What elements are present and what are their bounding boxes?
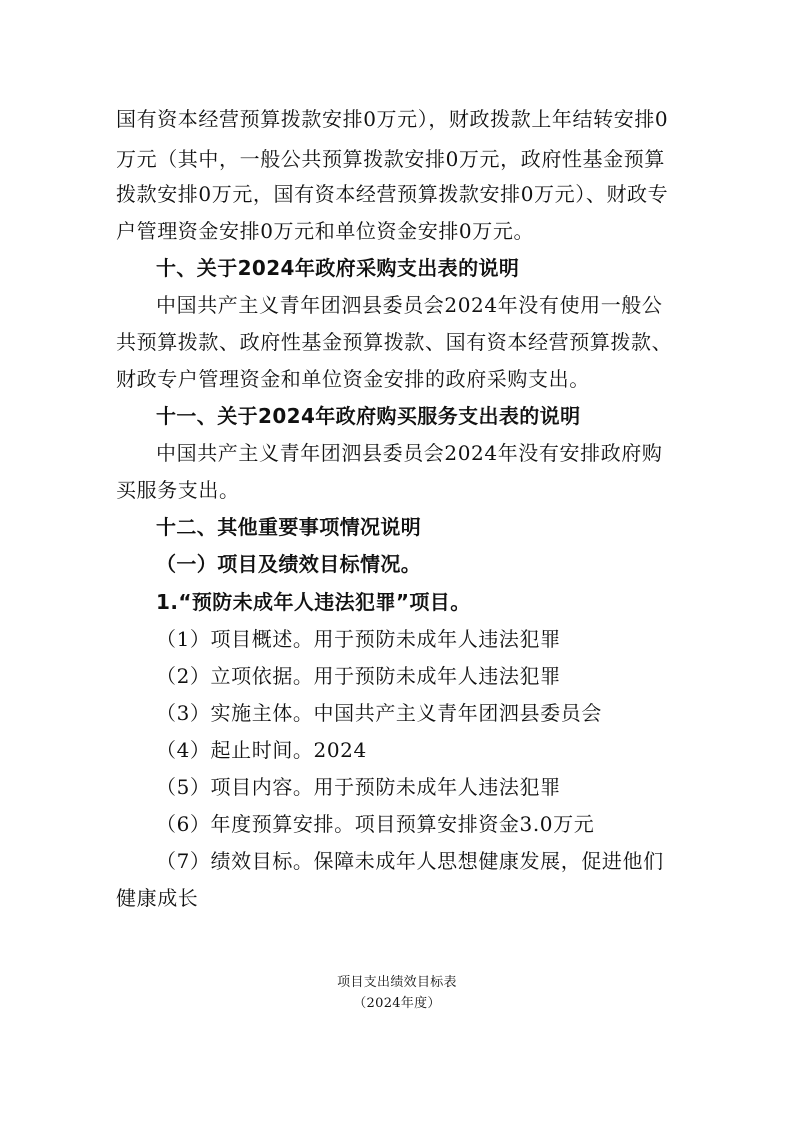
project-item-4: （4）起止时间。2024 (156, 738, 367, 762)
table-caption-year: （2024年度） (353, 996, 441, 1011)
intro-line-1: 国有资本经营预算拨款安排0万元），财政拨款上年结转安排0 (116, 107, 669, 131)
intro-line-3: 拨款安排0万元，国有资本经营预算拨款安排0万元）、财政专 (116, 182, 669, 206)
project-item-5: （5）项目内容。用于预防未成年人违法犯罪 (156, 775, 561, 799)
project-item-7-continued: 健康成长 (116, 886, 199, 910)
section-12-subheading: （一）项目及绩效目标情况。 (156, 552, 422, 576)
intro-line-4: 户管理资金安排0万元和单位资金安排0万元。 (116, 219, 535, 243)
section-12-heading: 十二、其他重要事项情况说明 (156, 515, 422, 539)
project-item-7: （7）绩效目标。保障未成年人思想健康发展，促进他们 (156, 849, 664, 873)
project-item-1: （1）项目概述。用于预防未成年人违法犯罪 (156, 627, 561, 651)
section-10-line-1: 中国共产主义青年团泗县委员会2024年没有使用一般公 (156, 293, 663, 317)
project-item-6: （6）年度预算安排。项目预算安排资金3.0万元 (156, 812, 595, 836)
project-item-2: （2）立项依据。用于预防未成年人违法犯罪 (156, 664, 561, 688)
section-10-line-2: 共预算拨款、政府性基金预算拨款、国有资本经营预算拨款、 (116, 330, 673, 354)
section-10-heading: 十、关于2024年政府采购支出表的说明 (156, 256, 520, 280)
section-11-line-2: 买服务支出。 (116, 478, 240, 502)
section-11-line-1: 中国共产主义青年团泗县委员会2024年没有安排政府购 (156, 441, 663, 465)
section-11-heading: 十一、关于2024年政府购买服务支出表的说明 (156, 404, 581, 428)
project-title: 1.“预防未成年人违法犯罪”项目。 (156, 590, 471, 614)
intro-line-2: 万元（其中，一般公共预算拨款安排0万元，政府性基金预算 (116, 147, 665, 171)
project-item-3: （3）实施主体。中国共产主义青年团泗县委员会 (156, 701, 602, 725)
section-10-line-3: 财政专户管理资金和单位资金安排的政府采购支出。 (116, 367, 590, 391)
table-caption-title: 项目支出绩效目标表 (337, 975, 457, 990)
